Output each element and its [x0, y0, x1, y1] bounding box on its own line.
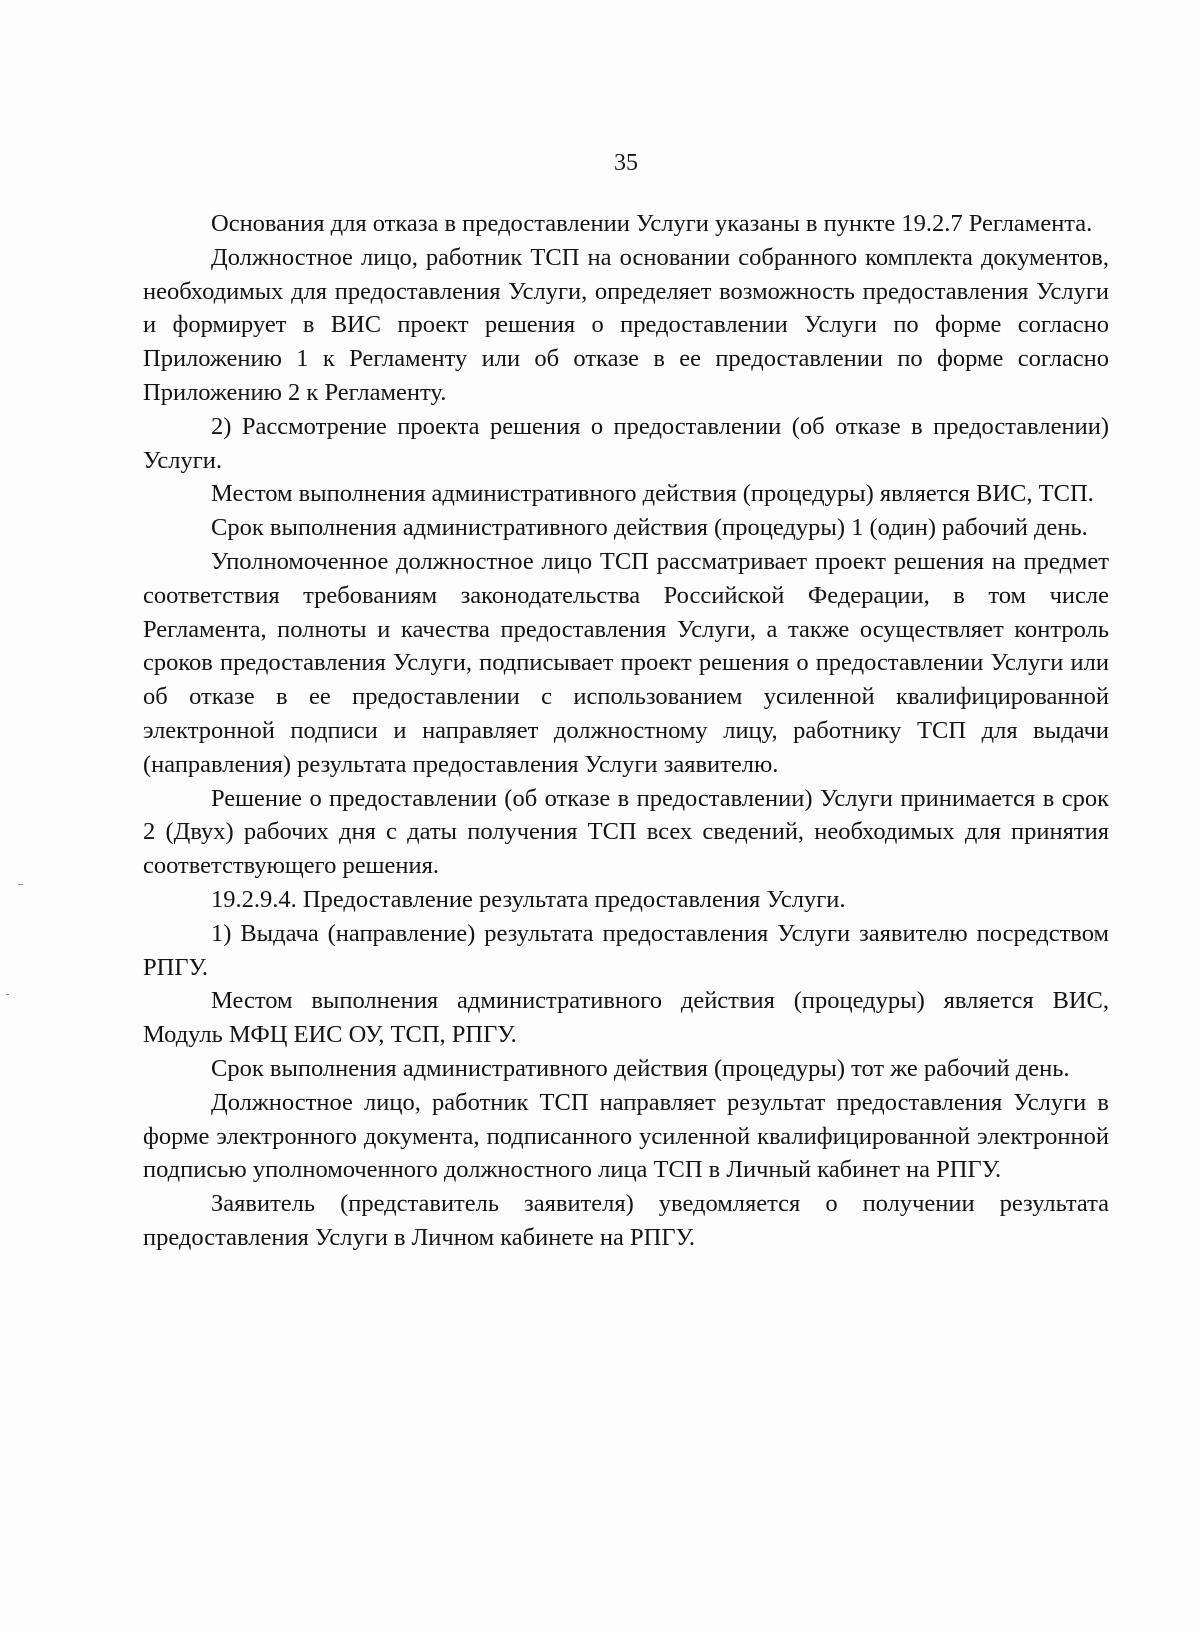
- paragraph: 2) Рассмотрение проекта решения о предоставлении (об отказе в предоставлении) Услуги.: [143, 412, 1109, 474]
- paragraph: Срок выполнения административного действия (процедуры) тот же рабочий день.: [211, 1054, 1070, 1082]
- paragraph: Должностное лицо, работник ТСП на основании собранного комплекта документов, необходимых для предоставления Услуги, определяет возможность предоставления Услуги и формирует в ВИС проект решения о предоставлении Услуги по форме согласно Приложению 1 к Регламенту или об отказе в ее предоставлении по форме согласно Приложению 2 к Регламенту.: [143, 243, 1109, 406]
- paragraph: 1) Выдача (направление) результата предоставления Услуги заявителю посредством РПГУ.: [143, 919, 1109, 981]
- scan-mark: [18, 884, 23, 885]
- paragraph: Уполномоченное должностное лицо ТСП рассматривает проект решения на предмет соответствия требованиям законодательства Российской Федерации, в том числе Регламента, полноты и качества предоставления Услуги, а также осуществляет контроль сроков предоставления Услуги, подписывает проект решения о предоставлении Услуги или об отказе в ее предоставлении с использованием усиленной квалифицированной электронной подписи и направляет должностному лицу, работнику ТСП для выдачи (направления) результата предоставления Услуги заявителю.: [143, 547, 1109, 778]
- paragraph: 19.2.9.4. Предоставление результата предоставления Услуги.: [211, 885, 846, 913]
- paragraph: Основания для отказа в предоставлении Услуги указаны в пункте 19.2.7 Регламента.: [211, 210, 1093, 237]
- paragraph: Должностное лицо, работник ТСП направляет результат предоставления Услуги в форме электронного документа, подписанного усиленной квалифицированной электронной подписью уполномоченного должностного лица ТСП в Личный кабинет на РПГУ.: [143, 1088, 1109, 1184]
- paragraph: Срок выполнения административного действия (процедуры) 1 (один) рабочий день.: [211, 514, 1088, 542]
- paragraph: Решение о предоставлении (об отказе в предоставлении) Услуги принимается в срок 2 (Двух) рабочих дня с даты получения ТСП всех сведений, необходимых для принятия соответствующего решения.: [143, 784, 1109, 880]
- page-number: 35: [614, 150, 638, 176]
- paragraph: Местом выполнения административного действия (процедуры) является ВИС, Модуль МФЦ ЕИС ОУ, ТСП, РПГУ.: [143, 987, 1109, 1049]
- paragraph: Местом выполнения административного действия (процедуры) является ВИС, ТСП.: [211, 480, 1094, 508]
- paragraph: Заявитель (представитель заявителя) уведомляется о получении результата предоставления Услуги в Личном кабинете на РПГУ.: [143, 1190, 1109, 1251]
- scan-mark: [6, 994, 9, 995]
- document-body: [143, 207, 1109, 1255]
